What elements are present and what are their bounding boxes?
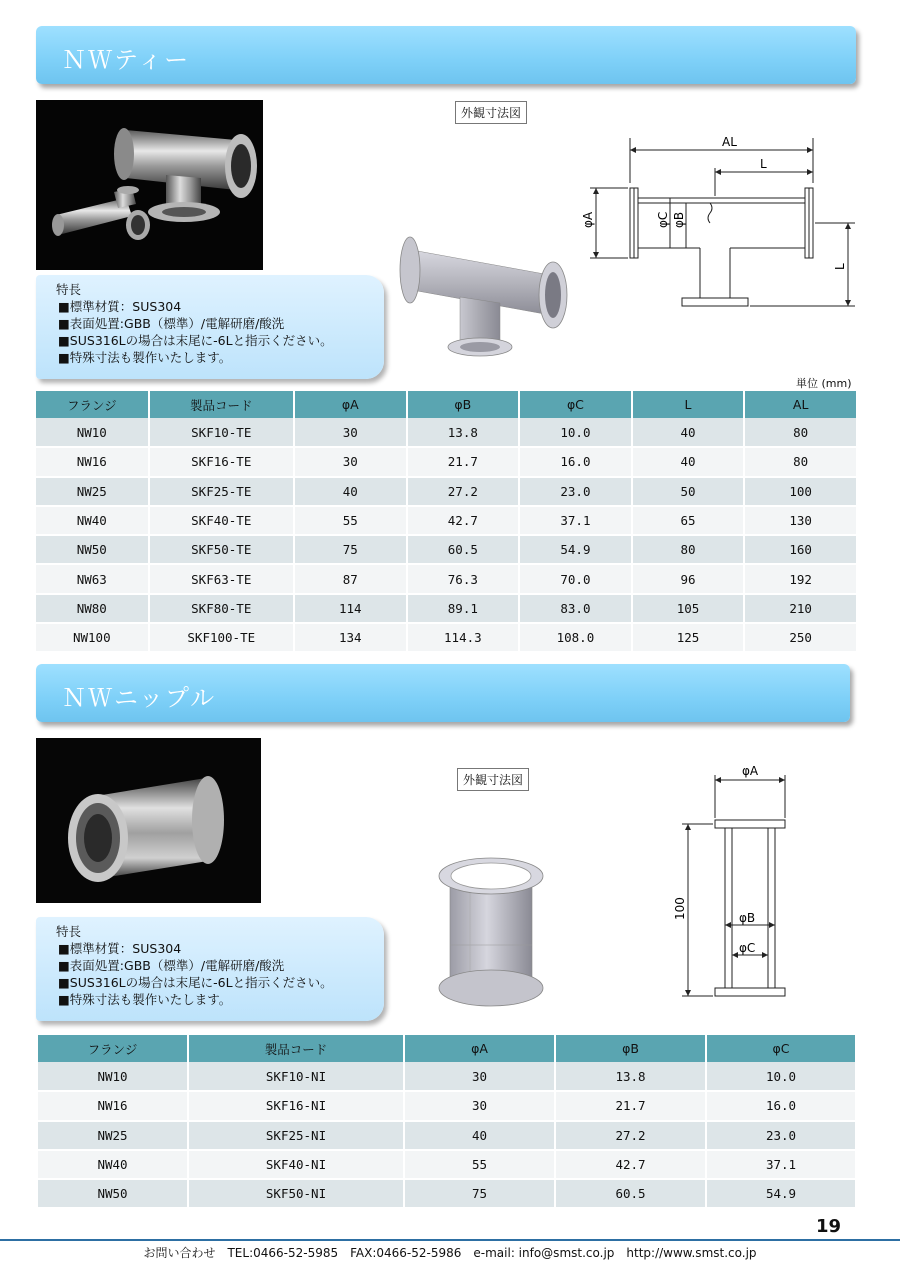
table-cell: SKF40-TE	[149, 506, 294, 535]
table-cell: NW100	[36, 623, 149, 652]
table-cell: NW16	[38, 1091, 188, 1120]
dim-label-l-side: L	[833, 263, 847, 270]
table-cell: 21.7	[407, 447, 520, 476]
table-cell: 42.7	[555, 1150, 706, 1179]
table-cell: 55	[294, 506, 407, 535]
table-row	[38, 1121, 856, 1150]
table-cell: 105	[632, 594, 745, 623]
dim-label-phi-b: φB	[672, 211, 686, 228]
table-cell: SKF10-NI	[188, 1062, 404, 1091]
drawing-caption: 外観寸法図	[457, 768, 529, 791]
dim-label-phi-b: φB	[739, 911, 756, 925]
table-cell: 60.5	[407, 535, 520, 564]
table-cell: 210	[744, 594, 857, 623]
table-cell: 27.2	[407, 477, 520, 506]
table-cell: SKF50-NI	[188, 1179, 404, 1208]
column-header: フランジ	[38, 1035, 188, 1062]
feature-item: ■標準材質：SUS304	[58, 941, 182, 956]
tee-dimension-drawing	[570, 128, 860, 318]
section-header-tee	[36, 26, 856, 84]
table-row	[38, 1179, 856, 1208]
table-cell: 75	[294, 535, 407, 564]
table-row	[36, 447, 857, 476]
table-cell: NW50	[36, 535, 149, 564]
table-cell: SKF25-NI	[188, 1121, 404, 1150]
features-title: 特長	[56, 282, 82, 297]
table-cell: 89.1	[407, 594, 520, 623]
table-cell: 50	[632, 477, 745, 506]
table-cell: 87	[294, 564, 407, 593]
nipple-dimension-drawing	[660, 760, 810, 1010]
table-cell: 54.9	[519, 535, 632, 564]
table-cell: NW25	[38, 1121, 188, 1150]
table-cell: 108.0	[519, 623, 632, 652]
table-cell: NW16	[36, 447, 149, 476]
table-cell: 13.8	[407, 418, 520, 447]
feature-item: ■SUS316Lの場合は末尾に-6Lと指示ください。	[58, 333, 333, 348]
table-cell: 70.0	[519, 564, 632, 593]
table-cell: 80	[632, 535, 745, 564]
column-header: フランジ	[36, 391, 149, 418]
table-cell: 30	[294, 418, 407, 447]
table-cell: 96	[632, 564, 745, 593]
nipple-3d-render	[432, 850, 550, 1015]
table-cell: 80	[744, 418, 857, 447]
table-cell: 21.7	[555, 1091, 706, 1120]
feature-item: ■SUS316Lの場合は末尾に-6Lと指示ください。	[58, 975, 333, 990]
dim-label-phi-c: φC	[656, 211, 670, 228]
table-cell: 10.0	[706, 1062, 856, 1091]
table-cell: 40	[294, 477, 407, 506]
nipple-spec-table	[38, 1035, 857, 1209]
features-title: 特長	[56, 924, 82, 939]
section-title: ＮＷティー	[62, 46, 191, 74]
page-number: 19	[816, 1216, 842, 1237]
table-cell: SKF10-TE	[149, 418, 294, 447]
table-cell: NW25	[36, 477, 149, 506]
unit-label: 単位 (mm)	[796, 377, 852, 390]
table-cell: 40	[632, 447, 745, 476]
table-cell: SKF100-TE	[149, 623, 294, 652]
table-cell: 30	[404, 1062, 555, 1091]
table-cell: 37.1	[706, 1150, 856, 1179]
table-row	[38, 1150, 856, 1179]
table-cell: 30	[294, 447, 407, 476]
table-cell: SKF50-TE	[149, 535, 294, 564]
column-header: φC	[706, 1035, 856, 1062]
column-header: 製品コード	[149, 391, 294, 418]
table-cell: NW40	[36, 506, 149, 535]
tee-spec-table	[36, 391, 858, 653]
table-cell: 134	[294, 623, 407, 652]
table-cell: NW80	[36, 594, 149, 623]
dim-label-length: 100	[673, 897, 687, 920]
footer-divider	[0, 1239, 900, 1241]
table-row	[36, 623, 857, 652]
feature-item: ■標準材質：SUS304	[58, 299, 182, 314]
table-cell: NW63	[36, 564, 149, 593]
table-cell: 16.0	[519, 447, 632, 476]
column-header: L	[632, 391, 745, 418]
table-cell: 54.9	[706, 1179, 856, 1208]
table-cell: SKF25-TE	[149, 477, 294, 506]
table-cell: SKF63-TE	[149, 564, 294, 593]
table-cell: 40	[632, 418, 745, 447]
table-cell: 23.0	[519, 477, 632, 506]
features-box-nipple	[36, 917, 384, 1021]
table-cell: 42.7	[407, 506, 520, 535]
table-row	[36, 564, 857, 593]
column-header: φA	[404, 1035, 555, 1062]
tee-3d-render	[390, 225, 580, 365]
feature-item: ■特殊寸法も製作いたします。	[58, 350, 232, 365]
table-row	[36, 418, 857, 447]
table-cell: 250	[744, 623, 857, 652]
nipple-photo	[36, 738, 261, 903]
section-header-nipple	[36, 664, 850, 722]
table-cell: NW40	[38, 1150, 188, 1179]
table-cell: 13.8	[555, 1062, 706, 1091]
table-row	[36, 594, 857, 623]
table-cell: SKF16-NI	[188, 1091, 404, 1120]
dim-label-l-top: L	[760, 157, 767, 171]
feature-item: ■特殊寸法も製作いたします。	[58, 992, 232, 1007]
table-cell: 10.0	[519, 418, 632, 447]
drawing-caption: 外観寸法図	[455, 101, 527, 124]
dim-label-phi-a: φA	[742, 764, 759, 778]
table-cell: 100	[744, 477, 857, 506]
footer-contact: お問い合わせ TEL:0466-52-5985 FAX:0466-52-5986 e-mail: info@smst.co.jp http://www.smst.co.jp	[143, 1246, 757, 1260]
feature-item: ■表面処置:GBB（標準）/電解研磨/酸洗	[58, 958, 285, 973]
table-cell: 76.3	[407, 564, 520, 593]
column-header: φC	[519, 391, 632, 418]
table-row	[36, 506, 857, 535]
table-cell: 80	[744, 447, 857, 476]
column-header: 製品コード	[188, 1035, 404, 1062]
dim-label-al: AL	[722, 135, 737, 149]
section-title: ＮＷニップル	[62, 684, 217, 712]
table-cell: 30	[404, 1091, 555, 1120]
table-cell: 40	[404, 1121, 555, 1150]
table-cell: SKF16-TE	[149, 447, 294, 476]
table-cell: 114.3	[407, 623, 520, 652]
features-box-tee	[36, 275, 384, 379]
tee-photo	[36, 100, 263, 270]
dim-label-phi-a: φA	[581, 211, 595, 228]
table-cell: 55	[404, 1150, 555, 1179]
table-cell: 65	[632, 506, 745, 535]
column-header: φB	[555, 1035, 706, 1062]
feature-item: ■表面処置:GBB（標準）/電解研磨/酸洗	[58, 316, 285, 331]
column-header: φB	[407, 391, 520, 418]
table-cell: 160	[744, 535, 857, 564]
table-cell: NW50	[38, 1179, 188, 1208]
table-header-row	[38, 1035, 856, 1062]
table-row	[36, 535, 857, 564]
table-cell: 27.2	[555, 1121, 706, 1150]
table-cell: NW10	[38, 1062, 188, 1091]
column-header: φA	[294, 391, 407, 418]
table-cell: 16.0	[706, 1091, 856, 1120]
dim-label-phi-c: φC	[739, 941, 756, 955]
table-cell: 130	[744, 506, 857, 535]
table-cell: 114	[294, 594, 407, 623]
table-cell: SKF80-TE	[149, 594, 294, 623]
table-row	[38, 1062, 856, 1091]
table-row	[36, 477, 857, 506]
table-cell: 83.0	[519, 594, 632, 623]
table-header-row	[36, 391, 857, 418]
table-cell: SKF40-NI	[188, 1150, 404, 1179]
column-header: AL	[744, 391, 857, 418]
table-cell: 192	[744, 564, 857, 593]
table-cell: 60.5	[555, 1179, 706, 1208]
table-cell: 23.0	[706, 1121, 856, 1150]
table-row	[38, 1091, 856, 1120]
table-cell: NW10	[36, 418, 149, 447]
table-cell: 75	[404, 1179, 555, 1208]
table-cell: 125	[632, 623, 745, 652]
table-cell: 37.1	[519, 506, 632, 535]
